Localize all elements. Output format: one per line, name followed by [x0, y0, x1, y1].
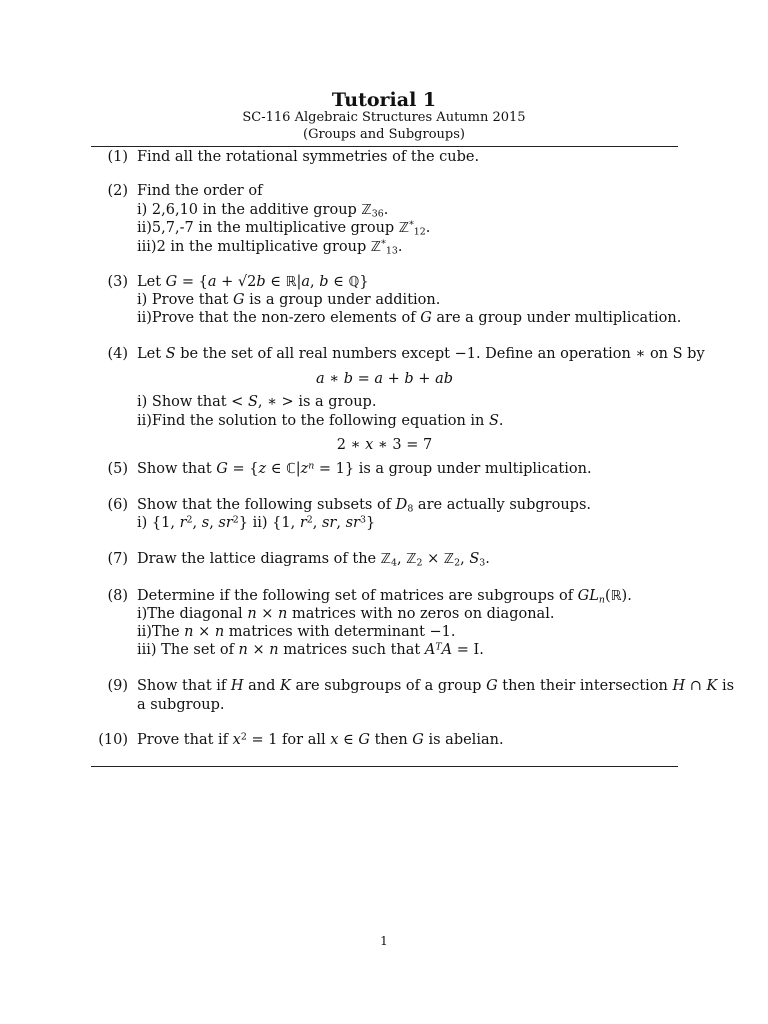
topic-line: (Groups and Subgroups) — [303, 127, 465, 142]
problem-1-text: Find all the rotational symmetries of the cube. — [137, 149, 480, 165]
problem-9-continuation: a subgroup. — [137, 697, 225, 713]
problem-3-text: Let G = {a + √2b ∈ ℝ|a, b ∈ ℚ} — [137, 274, 369, 290]
problem-10-text: Prove that if $x^2 = 1$ for all x ∈ G then G is abelian. — [137, 731, 504, 748]
bottom-rule — [91, 766, 678, 767]
problem-3-item-1: i) Prove that G is a group under addition. — [137, 292, 441, 308]
problem-4-item-1: i) Show that < S, ∗ > is a group. — [137, 394, 377, 410]
problem-4-number: (4) — [107, 346, 128, 362]
problem-8-item-2: ii)The n × n matrices with determinant −1. — [137, 624, 456, 640]
problem-5-text: Show that G = {z ∈ $ℂ|z^n = 1$} is a group under multiplication. — [137, 460, 592, 477]
problem-4-display-equation-1: a ∗ b = a + b + ab — [315, 371, 454, 387]
top-rule — [91, 146, 678, 147]
problem-8-item-1: i)The diagonal n × n matrices with no zeros on diagonal. — [137, 606, 555, 622]
problem-8-text: Determine if the following set of matrices are subgroups of $GL_n(ℝ)$. — [137, 588, 632, 606]
problem-6-item-1: i) {1, $r^2$, s, $sr^2$} ii) {1, $r^2$, sr, $sr^3$} — [137, 514, 376, 531]
course-line: SC-116 Algebraic Structures Autumn 2015 — [242, 110, 526, 125]
problem-6-number: (6) — [107, 497, 128, 513]
problem-2-item-2: ii)5,7,-7 in the multiplicative group ℤ*$_{12}$. — [137, 219, 431, 238]
problem-6-text: Show that the following subsets of $D_8$ are actually subgroups. — [137, 497, 592, 515]
problem-9-text: Show that if H and K are subgroups of a group G then their intersection H ∩ K is — [137, 678, 735, 694]
problem-1-number: (1) — [107, 149, 128, 165]
problem-2-number: (2) — [107, 183, 128, 199]
document-title: Tutorial 1 — [331, 89, 437, 111]
problem-7-number: (7) — [107, 551, 128, 567]
problem-2-text: Find the order of — [137, 183, 263, 199]
problem-5-number: (5) — [107, 461, 128, 477]
problem-4-display-equation-2: 2 ∗ x ∗ 3 = 7 — [336, 437, 433, 453]
problem-4-item-2: ii)Find the solution to the following equation in S. — [137, 413, 504, 429]
problem-7-text: Draw the lattice diagrams of the ℤ$_4$, ℤ$_2$ × ℤ$_2$, $S_3$. — [137, 551, 490, 569]
problem-4-text: Let S be the set of all real numbers except −1. Define an operation ∗ on S by — [137, 346, 705, 362]
problem-10-number: (10) — [98, 732, 128, 748]
problem-8-item-3: iii) The set of n × n matrices such that $A^TA = I$. — [137, 641, 484, 658]
problem-9-number: (9) — [107, 678, 128, 694]
problem-2-item-1: i) 2,6,10 in the additive group ℤ$_{36}$. — [137, 202, 389, 220]
problem-3-number: (3) — [107, 274, 128, 290]
page-number: 1 — [380, 934, 388, 948]
problem-8-number: (8) — [107, 588, 128, 604]
problem-3-item-2: ii)Prove that the non-zero elements of G are a group under multiplication. — [137, 310, 682, 326]
problem-2-item-3: iii)2 in the multiplicative group ℤ*$_{13}$. — [137, 238, 403, 257]
